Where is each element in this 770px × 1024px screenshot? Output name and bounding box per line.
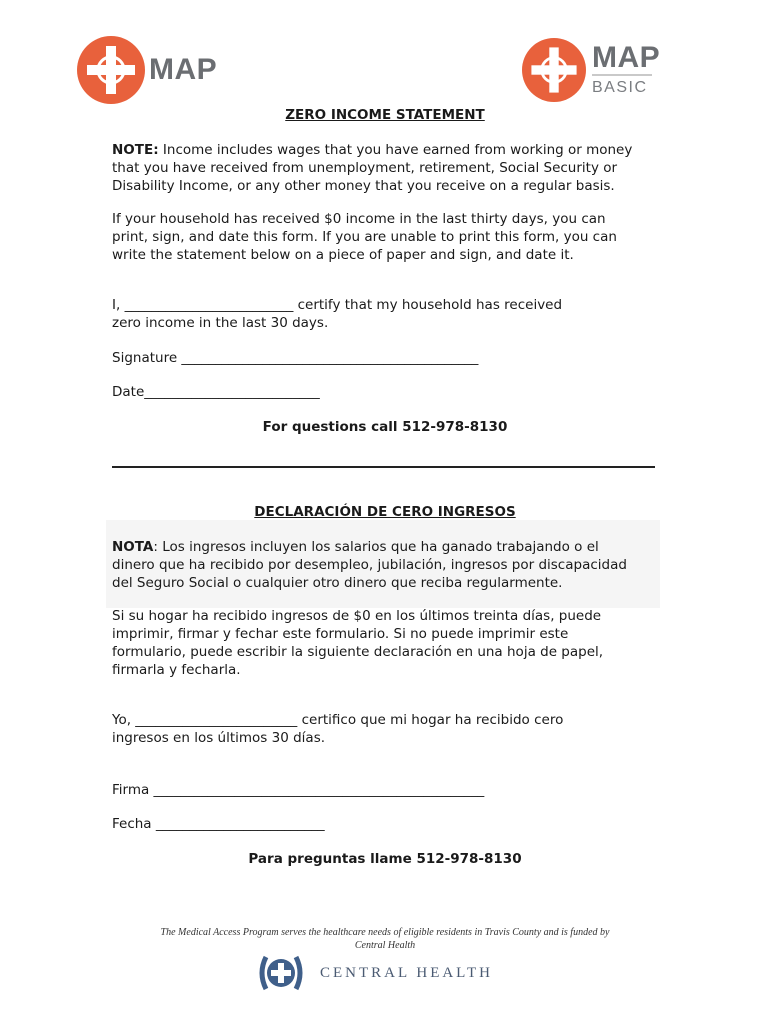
english-note-line-3: Disability Income, or any other money that you receive on a regular basis. — [112, 178, 615, 194]
spanish-date-field[interactable]: Fecha _________________________ — [112, 816, 325, 832]
central-health-cross-icon — [256, 953, 306, 993]
spanish-certify-line-1[interactable]: Yo, ________________________ certifico que mi hogar ha recibido cero — [112, 712, 564, 728]
english-date-field[interactable]: Date__________________________ — [112, 384, 320, 400]
central-health-logo — [256, 953, 493, 993]
spanish-note-text: : Los ingresos incluyen los salarios que ha ganado trabajando o el — [153, 539, 599, 555]
section-divider — [112, 466, 655, 468]
spanish-title: DECLARACIÓN DE CERO INGRESOS — [254, 504, 516, 520]
footer-note-line-2: Central Health — [354, 940, 416, 951]
map-logo — [77, 36, 217, 104]
spanish-instructions-line-3: formulario, puede escribir la siguiente declaración en una hoja de papel, — [112, 644, 604, 660]
english-note-text: Income includes wages that you have earned from working or money — [158, 142, 633, 158]
english-note-line-2: that you have received from unemployment, retirement, Social Security or — [112, 160, 618, 176]
spanish-instructions-line-1: Si su hogar ha recibido ingresos de $0 en los últimos treinta días, puede — [112, 608, 602, 624]
map-hands-icon — [77, 36, 145, 104]
spanish-instructions-line-4: firmarla y fecharla. — [112, 662, 241, 678]
footer-note-line-1: The Medical Access Program serves the healthcare needs of eligible residents in Travis County and is funded by — [160, 927, 610, 938]
english-instructions-line-2: print, sign, and date this form. If you are unable to print this form, you can — [112, 229, 617, 245]
spanish-note-line-1 — [112, 538, 599, 556]
spanish-note-label: NOTA — [112, 539, 154, 555]
english-note-label: NOTE: — [112, 142, 159, 158]
english-certify-line-1[interactable]: I, _________________________ certify that my household has received — [112, 297, 563, 313]
map-basic-logo-subtext: BASIC — [592, 79, 648, 96]
spanish-instructions-line-2: imprimir, firmar y fechar este formulario. Si no puede imprimir este — [112, 626, 569, 642]
english-questions-phone: For questions call 512-978-8130 — [262, 419, 508, 435]
map-basic-logo-text: MAP — [592, 41, 661, 74]
logo-divider — [592, 74, 652, 76]
english-note-line-1 — [112, 141, 632, 159]
spanish-note-line-3: del Seguro Social o cualquier otro dinero que reciba regularmente. — [112, 575, 563, 591]
spanish-questions-phone: Para preguntas llame 512-978-8130 — [248, 851, 522, 867]
spanish-signature-field[interactable]: Firma _________________________________________________ — [112, 782, 485, 798]
english-instructions-line-3: write the statement below on a piece of paper and sign, and date it. — [112, 247, 574, 263]
english-certify-line-2: zero income in the last 30 days. — [112, 315, 329, 331]
spanish-certify-line-2: ingresos en los últimos 30 días. — [112, 730, 326, 746]
central-health-logo-text: CENTRAL HEALTH — [320, 964, 493, 981]
english-title: ZERO INCOME STATEMENT — [285, 107, 485, 123]
map-basic-logo — [522, 38, 660, 102]
english-signature-field[interactable]: Signature ____________________________________________ — [112, 350, 479, 366]
map-hands-icon — [522, 38, 586, 102]
english-instructions-line-1: If your household has received $0 income in the last thirty days, you can — [112, 211, 606, 227]
spanish-note-line-2: dinero que ha recibido por desempleo, jubilación, ingresos por discapacidad — [112, 557, 627, 573]
map-logo-text: MAP — [149, 53, 218, 86]
